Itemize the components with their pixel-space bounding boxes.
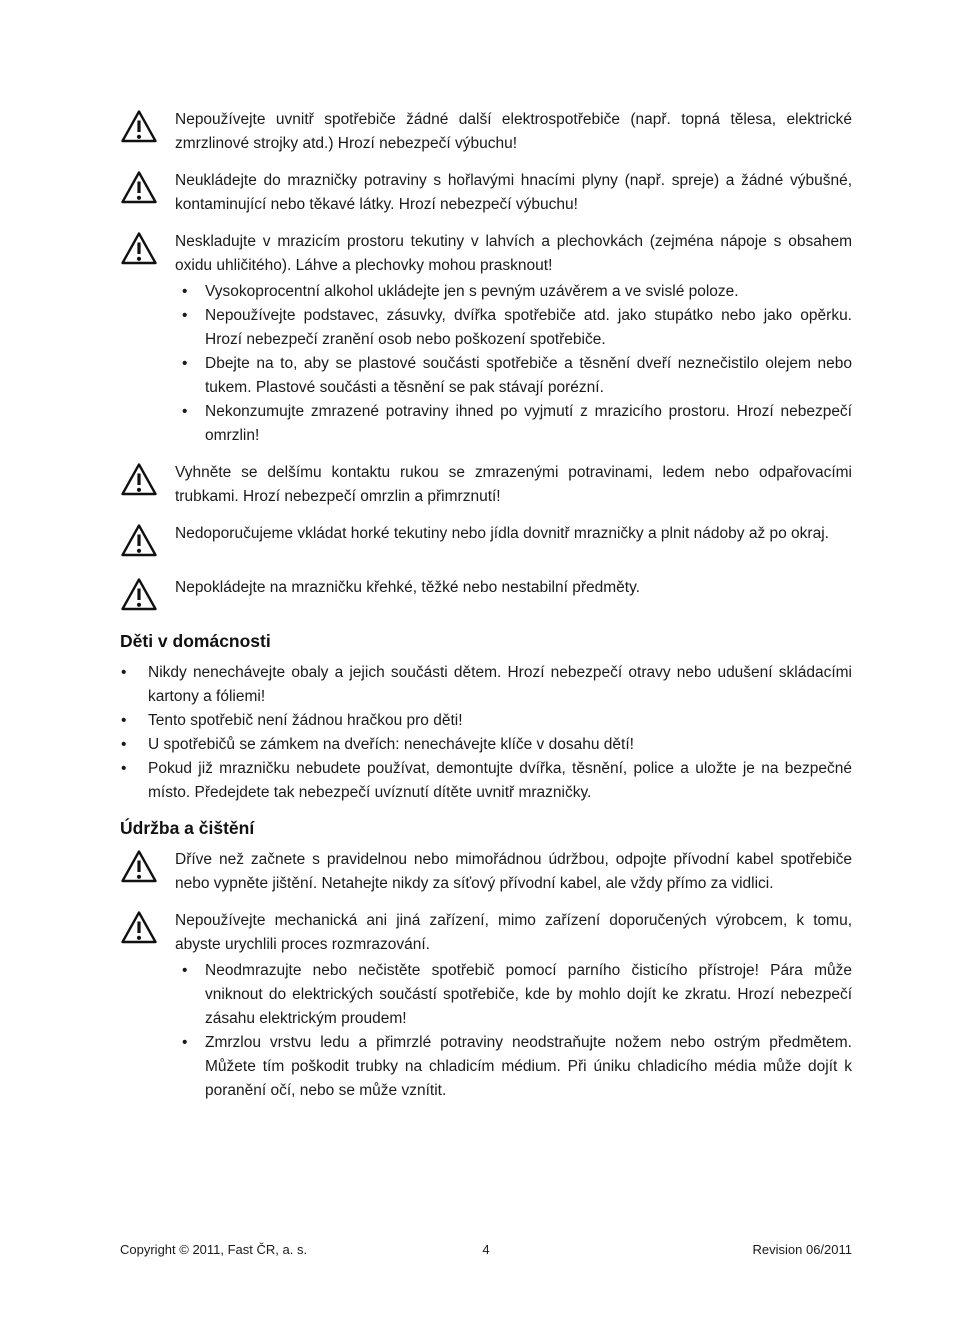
warning-text: Nepoužívejte uvnitř spotřebiče žádné další elektrospotřebiče (např. topná tělesa, elektrické zmrzlinové strojky atd.) Hrozí nebezpečí výbuchu! (175, 111, 852, 152)
warning-triangle-icon (120, 461, 158, 509)
bullet-item: • Tento spotřebič není žádnou hračkou pro děti! (120, 709, 852, 733)
warning-triangle-icon (120, 576, 158, 617)
warning-text: Nedoporučujeme vkládat horké tekutiny nebo jídla dovnitř mrazničky a plnit nádoby až po okraj. (175, 525, 829, 542)
warning-triangle-icon (120, 230, 158, 278)
warning-block (120, 522, 852, 563)
bullet-item: • Dbejte na to, aby se plastové součásti spotřebiče a těsnění dveří neznečistilo olejem nebo tukem. Plastové součásti a těsnění se pak stávají porézní. (178, 352, 852, 400)
warning-text: Neskladujte v mrazicím prostoru tekutiny v lahvích a plechovkách (zejména nápoje s obsahem oxidu uhličitého). Láhve a plechovky mohou prasknout! (175, 233, 852, 274)
bullet-item: • Zmrzlou vrstvu ledu a přimrzlé potraviny neodstraňujte nožem nebo ostrým předmětem. Můžete tím poškodit trubky na chladicím médium. Při úniku chladicího média může dojít k poranění očí, nebo se může vznítit. (178, 1031, 852, 1103)
warning-text: Nepokládejte na mrazničku křehké, těžké nebo nestabilní předměty. (175, 579, 640, 596)
bullet-item: • Pokud již mrazničku nebudete používat, demontujte dvířka, těsnění, police a uložte je na bezpečné místo. Předejdete tak nebezpečí uvíznutí dítěte uvnitř mrazničky. (120, 757, 852, 805)
bullet-item: • Nekonzumujte zmrazené potraviny ihned po vyjmutí z mrazicího prostoru. Hrozí nebezpečí omrzlin! (178, 400, 852, 448)
footer-copyright: Copyright © 2011, Fast ČR, a. s. (120, 1242, 308, 1257)
warning-text: Vyhněte se delšímu kontaktu rukou se zmrazenými potravinami, ledem nebo odpařovacími trubkami. Hrozí nebezpečí omrzlin a přimrznutí! (175, 464, 852, 505)
maintenance-bullet-list (178, 959, 852, 1103)
warning-text: Nepoužívejte mechanická ani jiná zařízení, mimo zařízení doporučených výrobcem, k tomu, abyste urychlili proces rozmrazování. (175, 912, 852, 953)
warning-block (120, 848, 852, 896)
warning-block (120, 909, 852, 957)
warning-block (120, 576, 852, 617)
warning-triangle-icon (120, 522, 158, 563)
warning-text: Neukládejte do mrazničky potraviny s hořlavými hnacími plyny (např. spreje) a žádné výbušné, kontaminující nebo těkavé látky. Hrozí nebezpečí výbuchu! (175, 172, 852, 213)
bullet-item: • Nepoužívejte podstavec, zásuvky, dvířka spotřebiče atd. jako stupátko nebo jako opěrku. Hrozí nebezpečí zranění osob nebo poškození spotřebiče. (178, 304, 852, 352)
warning-triangle-icon (120, 848, 158, 896)
warning-text: Dříve než začnete s pravidelnou nebo mimořádnou údržbou, odpojte přívodní kabel spotřebiče nebo vypněte jištění. Netahejte nikdy za síťový přívodní kabel, ale vždy přímo za vidlici. (175, 851, 852, 892)
footer-revision: Revision 06/2011 (752, 1242, 852, 1257)
warning-block (120, 108, 852, 156)
bullet-item: • U spotřebičů se zámkem na dveřích: nenechávejte klíče v dosahu dětí! (120, 733, 852, 757)
page-number: 4 (482, 1242, 490, 1257)
bullet-item: • Neodmrazujte nebo nečistěte spotřebič pomocí parního čisticího přístroje! Pára může vniknout do elektrických součástí spotřebiče, kde by mohlo dojít ke zkratu. Hrozí nebezpečí zásahu elektrickým proudem! (178, 959, 852, 1031)
warning-triangle-icon (120, 108, 158, 156)
section-heading-maintenance: Údržba a čištění (120, 818, 255, 838)
warning-block (120, 169, 852, 217)
warning-triangle-icon (120, 909, 158, 957)
warning-triangle-icon (120, 169, 158, 217)
warning-block (120, 230, 852, 278)
bullet-item: • Vysokoprocentní alkohol ukládejte jen s pevným uzávěrem a ve svislé poloze. (178, 280, 852, 304)
page-footer (120, 1242, 852, 1257)
storage-bullet-list (178, 280, 852, 448)
children-bullet-list (120, 661, 852, 805)
bullet-item: • Nikdy nenechávejte obaly a jejich součásti dětem. Hrozí nebezpečí otravy nebo udušení skládacími kartony a fóliemi! (120, 661, 852, 709)
warning-block (120, 461, 852, 509)
section-heading-children: Děti v domácnosti (120, 631, 271, 651)
